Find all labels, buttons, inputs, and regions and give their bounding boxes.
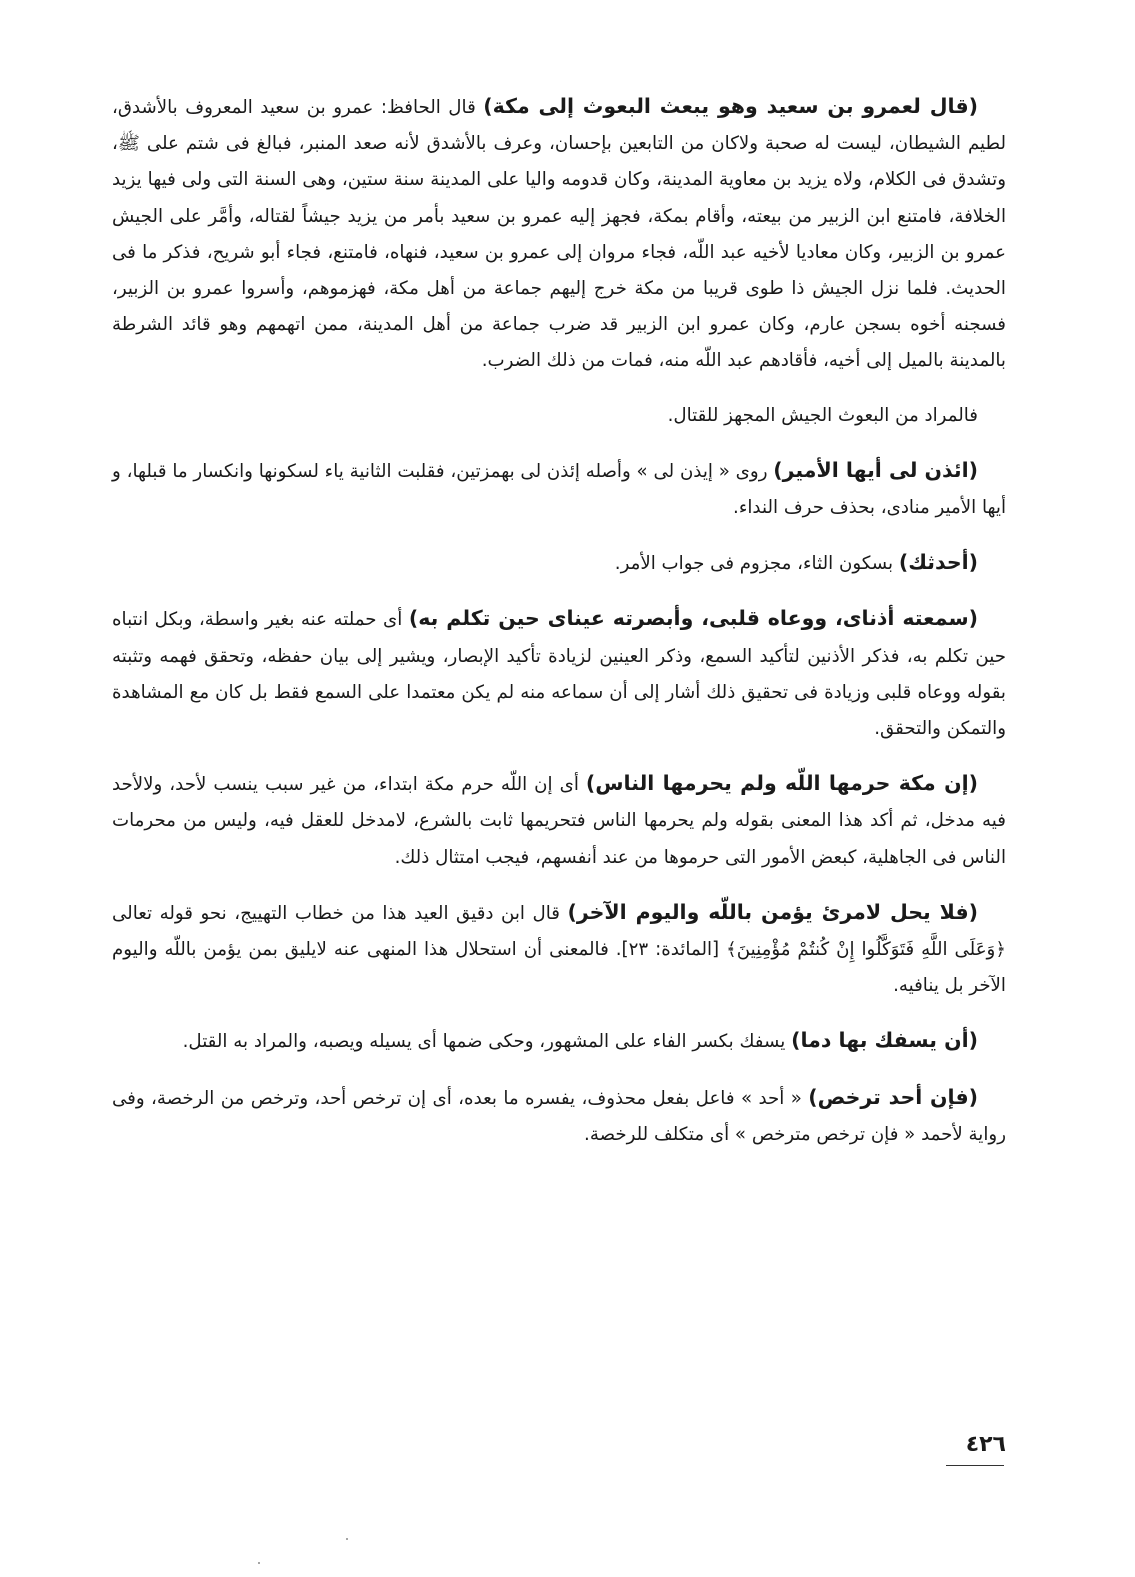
paragraph-body: أى إن اللّه حرم مكة ابتداء، من غير سبب ينسب لأحد، ولالأحد فيه مدخل، ثم أكد هذا المعنى بقوله ولم يحرمها الناس فتحريمها ثابت بالشرع، لامدخل للعقل فيه، وليس من محرمات الناس فى الجاهلية، كبعض الأمور التى حرموها من عند أنفسهم، فيجب امتثال ذلك. <box>112 774 1006 868</box>
scan-speck <box>258 1562 260 1564</box>
paragraph-buuth-meaning <box>112 398 1006 434</box>
paragraph-idhan-li <box>112 452 1006 526</box>
paragraph-heading: (فلا يحل لامرئ يؤمن باللّه واليوم الآخر) <box>567 899 978 924</box>
paragraph-heading: (قال لعمرو بن سعيد وهو يبعث البعوث إلى مكة) <box>483 94 978 118</box>
paragraph-amr-ibn-said <box>112 88 1006 380</box>
paragraph-body: قال الحافظ: عمرو بن سعيد المعروف بالأشدق، لطيم الشيطان، ليست له صحبة ولاكان من التابعين بإحسان، وعرف بالأشدق لأنه صعد المنبر، فبالغ فى شتم على ﷺ، وتشدق فى الكلام، ولاه يزيد بن معاوية المدينة، وكان قدومه واليا على المدينة سنة ستين، وهى السنة التى ولى فيها يزيد الخلافة، فامتنع ابن الزبير من بيعته، وأقام بمكة، فجهز إليه عمرو بن سعيد بأمر من يزيد جيشاً لقتاله، وأمَّر على الجيش عمرو بن الزبير، وكان معاديا لأخيه عبد اللّه، فجاء مروان إلى عمرو بن سعيد، فنهاه، فامتنع، فجاء أبو شريح، فذكر ما فى الحديث. فلما نزل الجيش ذا طوى قريبا من مكة خرج إليهم جماعة من أهل مكة، فهزموهم، وأسروا عمرو بن الزبير، فسجنه أخوه بسجن عارم، وكان عمرو ابن الزبير قد ضرب جماعة من أهل المدينة، ممن اتهمهم وهو قائد الشرطة بالمدينة بالميل إلى أخيه، فأقادهم عبد اللّه منه، فمات من ذلك الضرب. <box>112 97 1006 372</box>
paragraph-yasfik <box>112 1022 1006 1060</box>
paragraph-heading: (سمعته أذناى، ووعاه قلبى، وأبصرته عيناى حين تكلم به) <box>408 606 978 631</box>
paragraph-heading: (ائذن لى أيها الأمير) <box>773 457 978 482</box>
paragraph-heading: (أن يسفك بها دما) <box>791 1028 978 1053</box>
page-number: ٤٢٦ <box>965 1432 1006 1457</box>
paragraph-samiathu <box>112 600 1006 747</box>
paragraph-body: فالمراد من البعوث الجيش المجهز للقتال. <box>667 404 978 426</box>
paragraph-tarakhkhas <box>112 1079 1006 1153</box>
paragraph-heading: (أحدثك) <box>898 550 978 575</box>
paragraph-body: روى « إيذن لى » وأصله إئذن لى بهمزتين، فقلبت الثانية ياء لسكونها وانكسار ما قبلها، و أيها الأمير منادى، بحذف حرف النداء. <box>112 460 1006 519</box>
paragraph-la-yahillu <box>112 894 1006 1005</box>
page-number-rule <box>946 1465 1004 1466</box>
page-text <box>112 88 1006 1171</box>
paragraph-makkah-haram <box>112 765 1006 876</box>
paragraph-heading: (إن مكة حرمها اللّه ولم يحرمها الناس) <box>585 771 978 796</box>
paragraph-body: يسفك بكسر الفاء على المشهور، وحكى ضمها أى يسيله ويصبه، والمراد به القتل. <box>182 1031 792 1053</box>
paragraph-body: قال ابن دقيق العيد هذا من خطاب التهييج، نحو قوله تعالى ﴿وَعَلَى اللَّهِ فَتَوَكَّلُوا إِنْ كُنتُمْ مُؤْمِنِينَ﴾ [المائدة: ٢٣]. فالمعنى أن استحلال هذا المنهى عنه لايليق بمن يؤمن باللّه واليوم الآخر بل ينافيه. <box>112 902 1006 997</box>
paragraph-body: أى حملته عنه بغير واسطة، وبكل انتباه حين تكلم به، فذكر الأذنين لتأكيد السمع، وذكر العينين لزيادة تأكيد الإبصار، ويشير إلى بيان حفظه، وتحقق فهمه وتثبته بقوله ووعاه قلبى وزيادة فى تحقيق ذلك أشار إلى أن سماعه منه لم يكن معتمدا على السمع فقط بل كان مع المشاهدة والتمكن والتحقق. <box>112 609 1006 740</box>
paragraph-body: بسكون الثاء، مجزوم فى جواب الأمر. <box>614 553 899 575</box>
scan-speck <box>346 1538 348 1540</box>
paragraph-uhaddithuka <box>112 544 1006 582</box>
paragraph-body: « أحد » فاعل بفعل محذوف، يفسره ما بعده، أى إن ترخص أحد، وترخص من الرخصة، وفى رواية لأحمد « فإن ترخص مترخص » أى متكلف للرخصة. <box>112 1087 1006 1145</box>
paragraph-heading: (فإن أحد ترخص) <box>808 1084 978 1109</box>
